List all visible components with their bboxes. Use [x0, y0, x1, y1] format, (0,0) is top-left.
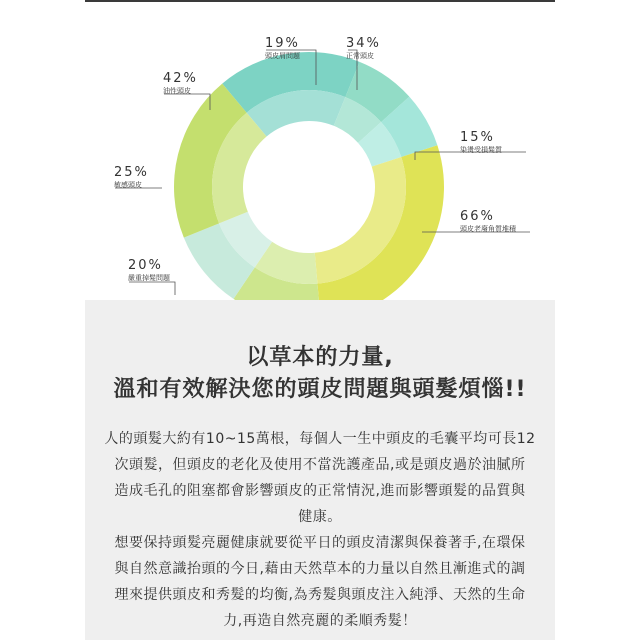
label-sensitive-scalp-pct: 25%	[114, 165, 149, 180]
label-dandruff-name: 頭皮屑問題	[265, 52, 300, 60]
label-severe-hair-loss-name: 嚴重掉髮問題	[128, 274, 170, 282]
text-panel	[85, 300, 555, 640]
label-damaged-hair-pct: 15%	[460, 130, 495, 145]
label-damaged-hair	[460, 130, 502, 155]
label-normal-scalp	[346, 36, 381, 61]
headline-line-2: 溫和有效解決您的頭皮問題與頭髮煩惱!!	[113, 377, 527, 402]
label-damaged-hair-name: 染燙受損髮質	[460, 146, 502, 154]
label-dead-skin-pct: 66%	[460, 209, 495, 224]
donut-chart	[0, 0, 640, 300]
label-oily-scalp	[163, 71, 198, 96]
label-dead-skin	[460, 209, 516, 234]
body-p2-line-3: 理來提供頭皮和秀髮的均衡,為秀髮與頭皮注入純淨、天然的生命	[114, 587, 526, 603]
label-dead-skin-name: 頭皮老廢角質堆積	[460, 225, 516, 233]
label-sensitive-scalp-name: 敏感頭皮	[114, 181, 142, 189]
label-dandruff-pct: 19%	[265, 36, 300, 51]
donut-chart-area	[0, 0, 640, 300]
label-normal-scalp-name: 正常頭皮	[346, 52, 374, 60]
label-severe-hair-loss	[128, 258, 170, 283]
body-p2-line-2: 與自然意識抬頭的今日,藉由天然草本的力量以自然且漸進式的調	[114, 561, 526, 577]
headline-line-1: 以草本的力量,	[246, 345, 394, 370]
label-normal-scalp-pct: 34%	[346, 36, 381, 51]
body-p1-line-1: 人的頭髮大約有10~15萬根，每個人一生中頭皮的毛囊平均可長12	[104, 431, 536, 447]
body-p2-line-1: 想要保持頭髮亮麗健康就要從平日的頭皮清潔與保養著手,在環保	[114, 535, 526, 551]
label-oily-scalp-pct: 42%	[163, 71, 198, 86]
label-sensitive-scalp	[114, 165, 149, 190]
body-p1-line-4: 健康。	[298, 509, 342, 525]
leader-severe-hair-loss	[129, 282, 175, 295]
label-oily-scalp-name: 油性頭皮	[163, 87, 191, 95]
body-p2-line-4: 力,再造自然亮麗的柔順秀髮！	[223, 613, 417, 629]
body-p1-line-2: 次頭髮，但頭皮的老化及使用不當洗護產品,或是頭皮過於油膩所	[114, 457, 526, 473]
body-p1-line-3: 造成毛孔的阻塞都會影響頭皮的正常情況,進而影響頭髮的品質與	[114, 483, 526, 499]
label-dandruff	[265, 36, 300, 61]
label-severe-hair-loss-pct: 20%	[128, 258, 163, 273]
